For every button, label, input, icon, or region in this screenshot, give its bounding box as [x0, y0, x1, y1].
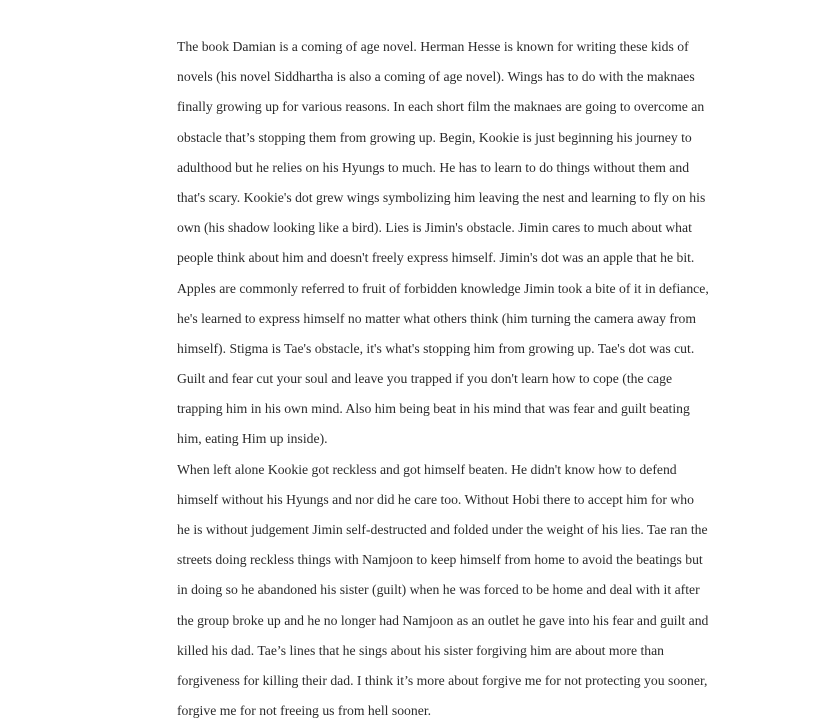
document	[177, 0, 817, 726]
text-line: novels (his novel Siddhartha is also a coming of age novel). Wings has to do with the maknaes	[177, 69, 695, 85]
text-line: killed his dad. Tae’s lines that he sings about his sister forgiving him are about more than	[177, 642, 665, 658]
text-line: trapping him in his own mind. Also him being beat in his mind that was fear and guilt beating	[177, 401, 690, 417]
text-line: obstacle that’s stopping them from growing up. Begin, Kookie is just beginning his journey to	[177, 129, 692, 145]
text-line: forgiveness for killing their dad. I think it’s more about forgive me for not protecting you sooner,	[177, 672, 708, 688]
text-line: himself). Stigma is Tae's obstacle, it's what's stopping him from growing up. Tae's dot was cut.	[177, 340, 695, 356]
text-line: finally growing up for various reasons. In each short film the maknaes are going to overcome an	[177, 99, 705, 115]
text-line: The book Damian is a coming of age novel. Herman Hesse is known for writing these kids of	[177, 39, 689, 54]
text-line: himself without his Hyungs and nor did he care too. Without Hobi there to accept him for who	[177, 491, 694, 507]
text-line: he's learned to express himself no matter what others think (him turning the camera away from	[177, 310, 697, 326]
text-line: Guilt and fear cut your soul and leave you trapped if you don't learn how to cope (the cage	[177, 371, 673, 387]
text-line: When left alone Kookie got reckless and got himself beaten. He didn't know how to defend	[177, 461, 677, 477]
text-line: streets doing reckless things with Namjoon to keep himself from home to avoid the beatings but	[177, 552, 703, 568]
text-line: that's scary. Kookie's dot grew wings symbolizing him leaving the nest and learning to fly on his	[177, 189, 706, 205]
text-line: Apples are commonly referred to fruit of forbidden knowledge Jimin took a bite of it in defiance,	[177, 280, 709, 296]
document-body	[177, 0, 817, 726]
paragraph-2	[177, 455, 817, 726]
text-line: the group broke up and he no longer had Namjoon as an outlet he gave into his fear and guilt and	[177, 612, 709, 628]
text-line: him, eating Him up inside).	[177, 431, 328, 447]
paragraph-1	[177, 32, 817, 455]
text-line: adulthood but he relies on his Hyungs to much. He has to learn to do things without them and	[177, 159, 690, 175]
text-line: forgive me for not freeing us from hell sooner.	[177, 703, 432, 719]
text-line: in doing so he abandoned his sister (guilt) when he was forced to be home and deal with it after	[177, 582, 700, 598]
text-line: people think about him and doesn't freely express himself. Jimin's dot was an apple that he bit.	[177, 250, 695, 266]
text-line: own (his shadow looking like a bird). Lies is Jimin's obstacle. Jimin cares to much about what	[177, 220, 692, 236]
text-line: he is without judgement Jimin self-destructed and folded under the weight of his lies. Tae ran the	[177, 522, 708, 537]
